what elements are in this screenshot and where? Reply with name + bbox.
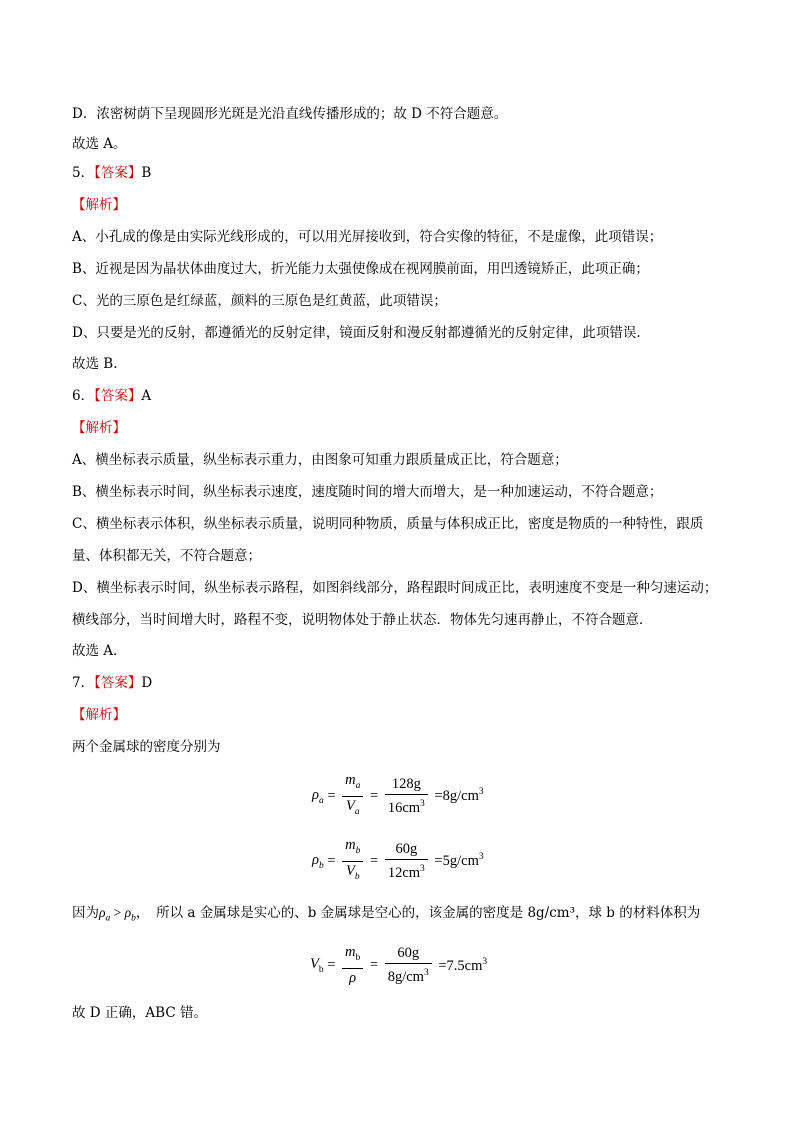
equals-sign: =: [327, 787, 336, 804]
subscript: a: [318, 795, 324, 806]
question-number: 6．: [72, 388, 95, 404]
q6-option-b: B、横坐标表示时间，纵坐标表示速度，速度随时间的增大而增大，是一种加速运动，不符合题意；: [72, 484, 663, 500]
q6-option-c-line1: C、横坐标表示体积，纵坐标表示质量，说明同种物质，质量与体积成正比，密度是物质的一种特性，跟质: [72, 516, 704, 532]
q6-option-c-line2: 量、体积都无关，不符合题意；: [72, 548, 261, 564]
answer-value: A: [141, 388, 152, 404]
analysis-label: 【解析】: [72, 707, 126, 723]
fraction: $\frac{60g}{8g/cm^3}$: [385, 945, 432, 986]
answer-label: 【答案】: [94, 388, 142, 404]
equals-sign: =: [327, 852, 336, 869]
subscript: b: [318, 860, 324, 871]
inline-formula: $\rho_a > \rho_b$: [99, 905, 136, 924]
result: =7.5cm: [438, 957, 483, 974]
fraction: $\frac{128g}{16cm^3}$: [385, 776, 428, 817]
q7-answer-line: [72, 673, 152, 693]
fraction: $\frac{60g}{12cm^3}$: [385, 841, 428, 882]
density-formula-a: $\rho_a$ = $\frac{m_a}{V_a}$ = $\frac{128g}{16cm^3}$ $=8g/cm^3$: [312, 772, 484, 821]
q6-answer-line: [72, 386, 151, 406]
q7-intro: 两个金属球的密度分别为: [72, 739, 221, 755]
result: =8g/cm: [434, 788, 479, 805]
q5-option-b: B、近视是因为晶状体曲度过大，折光能力太强使像成在视网膜前面，用凹透镜矫正，此项正确；: [72, 261, 649, 277]
answer-label: 【答案】: [94, 165, 142, 181]
rho-symbol: ρ: [312, 786, 319, 803]
fraction: $\frac{m_b}{\rho}$: [342, 944, 363, 987]
q7-because-line: 因为$\rho_a > \rho_b$， 所以 a 金属球是实心的、b 金属球是空心的，该金属的密度是 8g/cm³，球 b 的材料体积为: [72, 905, 701, 924]
fraction: $\frac{m_b}{V_b}$: [342, 837, 363, 886]
option-d-line: D．浓密树荫下呈现圆形光斑是光沿直线传播形成的；故 D 不符合题意。: [72, 106, 508, 122]
result: =5g/cm: [434, 853, 479, 870]
equals-sign: =: [327, 956, 336, 973]
q5-option-d: D、只要是光的反射，都遵循光的反射定律，镜面反射和漫反射都遵循光的反射定律，此项错误.: [72, 325, 641, 341]
answer-value: B: [141, 165, 152, 181]
q6-option-a: A、横坐标表示质量，纵坐标表示重力，由图象可知重力跟质量成正比，符合题意；: [72, 452, 568, 468]
answer-value: D: [141, 675, 153, 691]
q6-conclusion: 故选 A．: [72, 643, 127, 659]
question-number: 7．: [72, 675, 95, 691]
question-number: 5．: [72, 165, 95, 181]
q5-conclusion: 故选 B.: [72, 356, 118, 372]
q5-option-a: A、小孔成的像是由实际光线形成的，可以用光屏接收到，符合实像的特征，不是虚像，此项错误；: [72, 229, 663, 245]
fraction: $\frac{m_a}{V_a}$: [342, 772, 363, 821]
q5-answer-line: [72, 163, 151, 183]
volume-formula: $V_b$ = $\frac{m_b}{\rho}$ = $\frac{60g}{8g/cm^3}$ $=7.5cm^3$: [310, 944, 488, 986]
density-formula-b: $\rho_b$ = $\frac{m_b}{V_b}$ = $\frac{60g}{12cm^3}$ $=5g/cm^3$: [312, 837, 484, 886]
v-symbol: V: [310, 956, 319, 972]
rho-symbol: ρ: [312, 851, 319, 868]
analysis-label: 【解析】: [72, 197, 126, 213]
q6-option-d-line2: 横线部分，当时间增大时，路程不变，说明物体处于静止状态．物体先匀速再静止，不符合题意．: [72, 612, 653, 628]
subscript: b: [318, 964, 324, 975]
q6-option-d-line1: D、横坐标表示时间，纵坐标表示路程，如图斜线部分，路程跟时间成正比，表明速度不变是一种匀速运动；: [72, 580, 718, 596]
conclusion-line: 故选 A。: [72, 136, 127, 152]
q7-conclusion: 故 D 正确，ABC 错。: [72, 1005, 207, 1021]
q5-option-c: C、光的三原色是红绿蓝，颜料的三原色是红黄蓝，此项错误；: [72, 293, 447, 309]
analysis-label: 【解析】: [72, 420, 126, 436]
answer-label: 【答案】: [94, 675, 142, 691]
